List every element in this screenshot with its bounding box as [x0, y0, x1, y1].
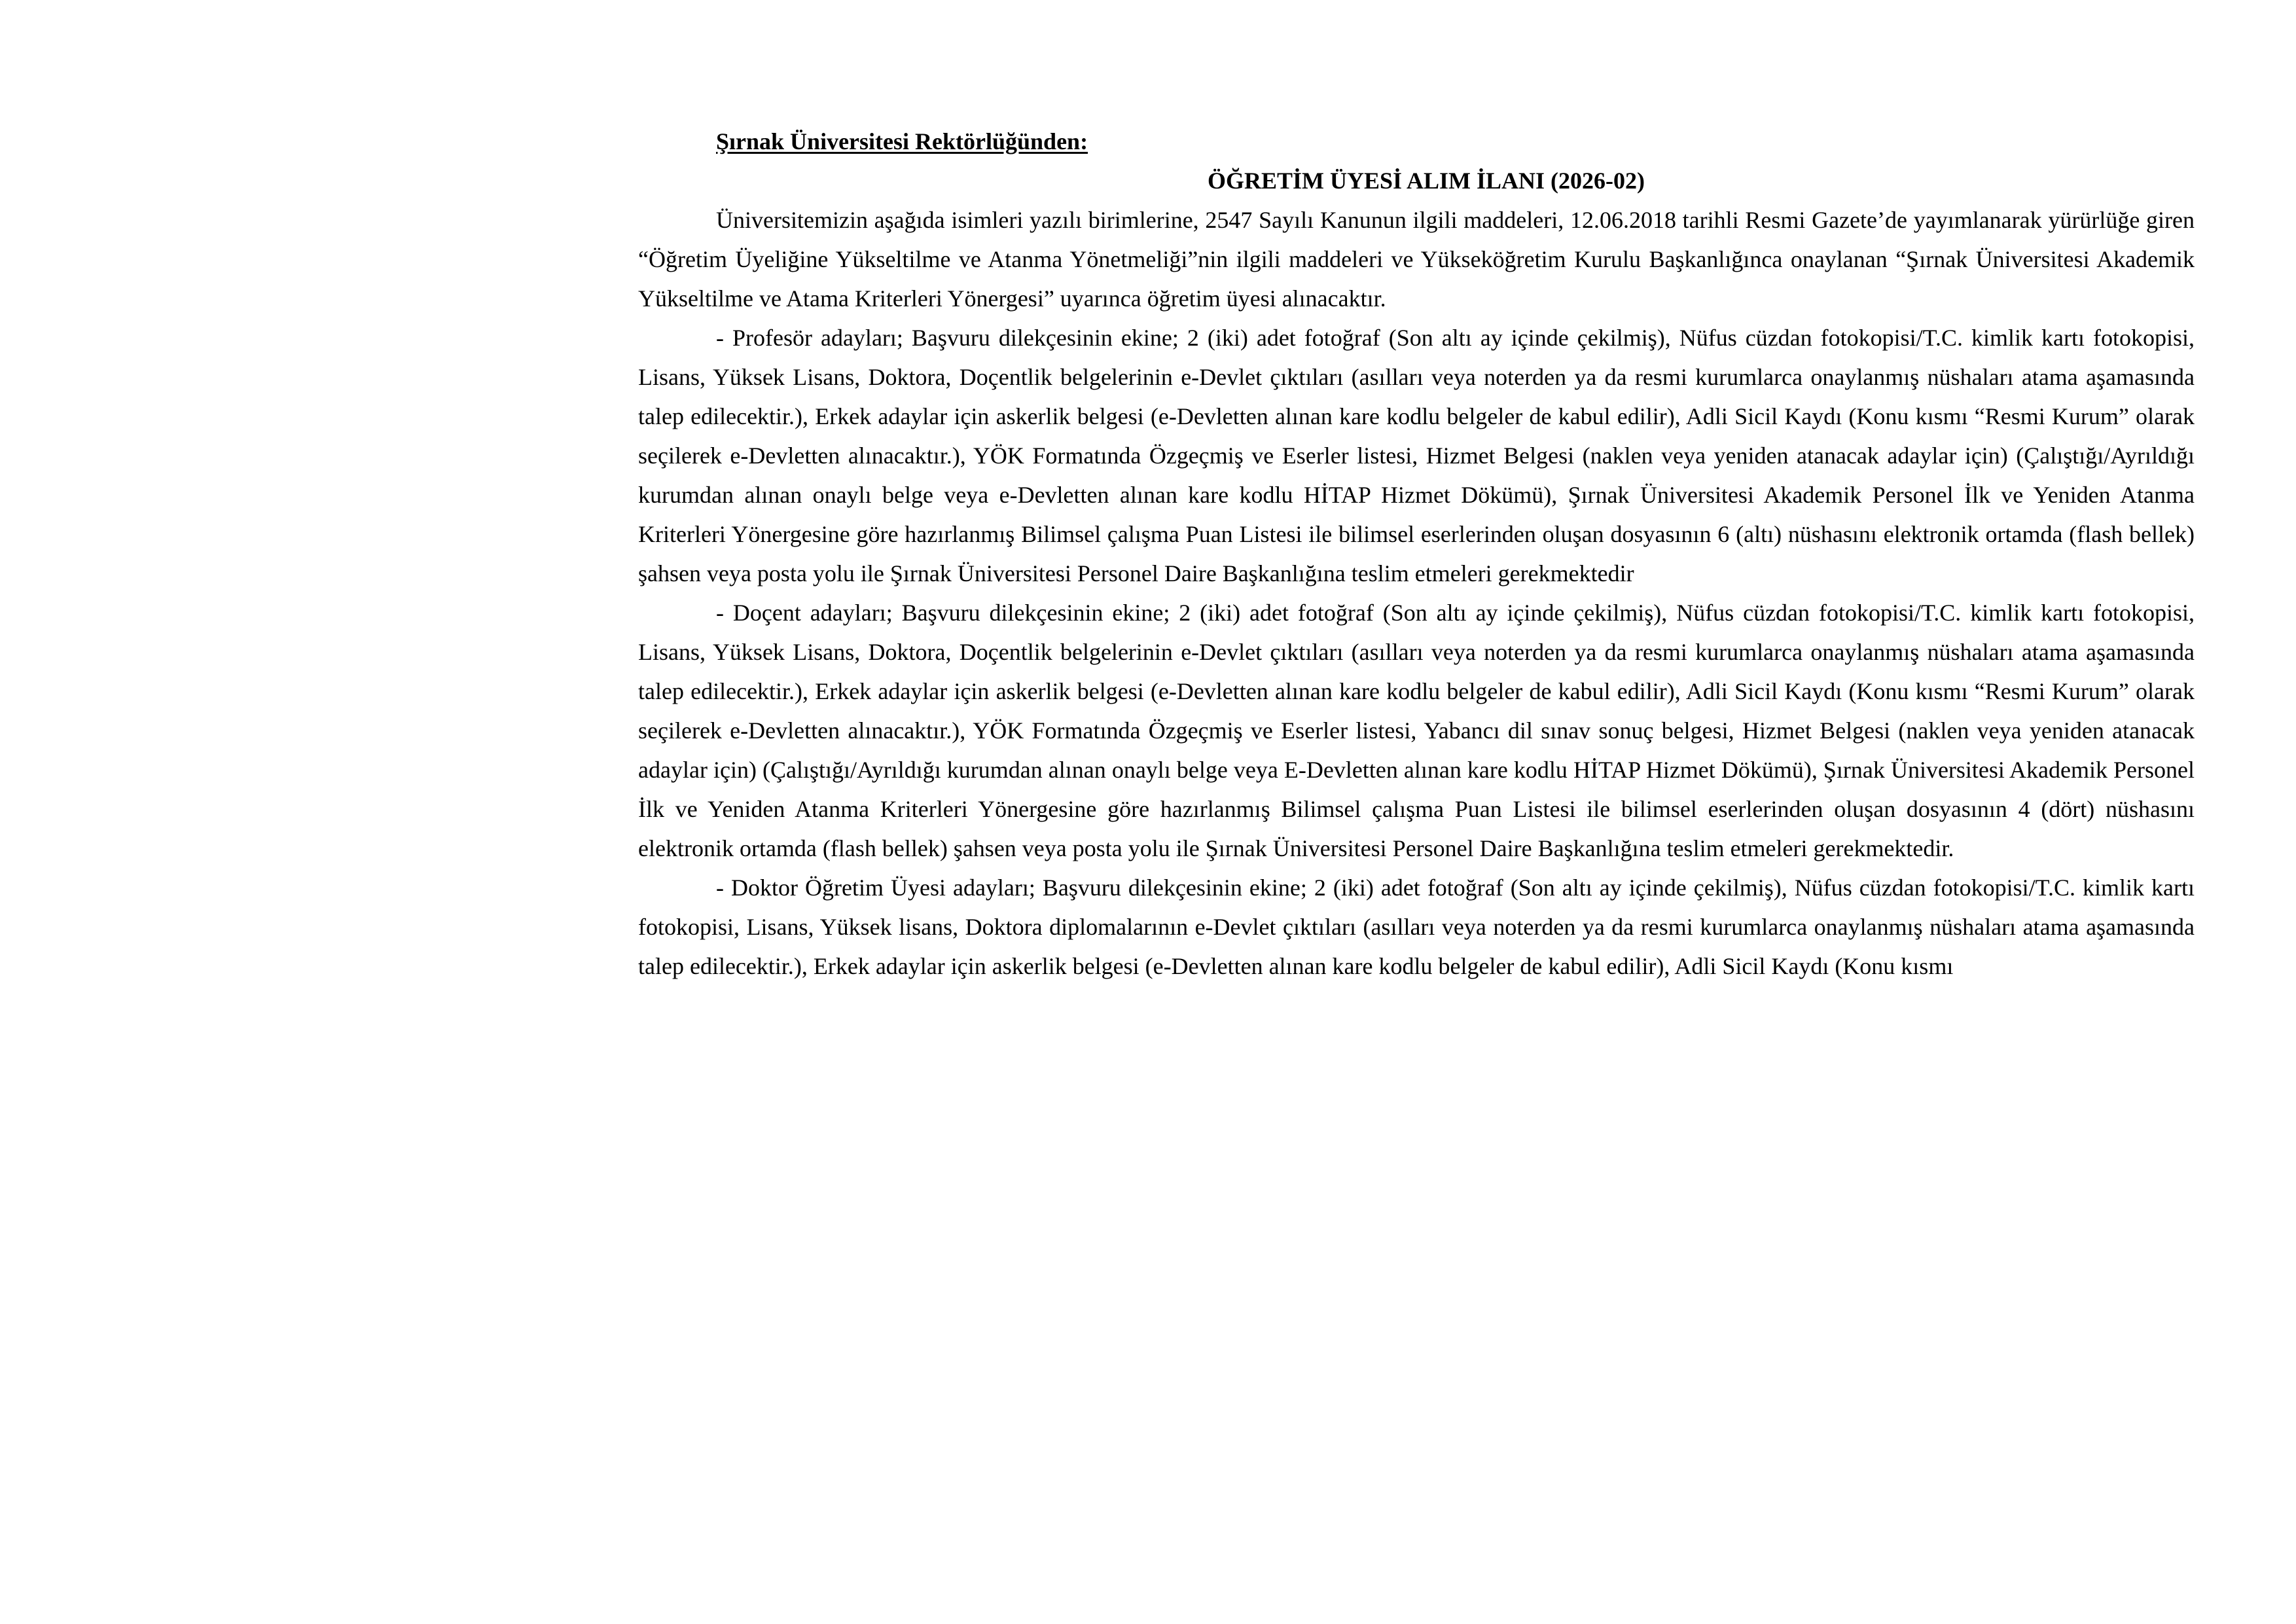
professor-requirements-paragraph: - Profesör adayları; Başvuru dilekçesinin ekine; 2 (iki) adet fotoğraf (Son altı ay içinde çekilmiş), Nüfus cüzdan fotokopisi/T.C. kimlik kartı fotokopisi, Lisans, Yüksek Lisans, Doktora, Doçentlik belgelerinin e-Devlet çıktıları (asılları veya noterden ya da resmi kurumlarca onaylanmış nüshaları atama aşamasında talep edilecektir.), Erkek adaylar için askerlik belgesi (e-Devletten alınan kare kodlu belgeler de kabul edilir), Adli Sicil Kaydı (Konu kısmı “Resmi Kurum” olarak seçilerek e-Devletten alınacaktır.), YÖK Formatında Özgeçmiş ve Eserler listesi, Hizmet Belgesi (naklen veya yeniden atanacak adaylar için) (Çalıştığı/Ayrıldığı kurumdan alınan onaylı belge veya e-Devletten alınan kare kodlu HİTAP Hizmet Dökümü), Şırnak Üniversitesi Akademik Personel İlk ve Yeniden Atanma Kriterleri Yönergesine göre hazırlanmış Bilimsel çalışma Puan Listesi ile bilimsel eserlerinden oluşan dosyasının 6 (altı) nüshasını elektronik ortamda (flash bellek) şahsen veya posta yolu ile Şırnak Üniversitesi Personel Daire Başkanlığına teslim etmeleri gerekmektedir — [638, 325, 2195, 586]
associate-professor-requirements-paragraph: - Doçent adayları; Başvuru dilekçesinin ekine; 2 (iki) adet fotoğraf (Son altı ay içinde çekilmiş), Nüfus cüzdan fotokopisi/T.C. kimlik kartı fotokopisi, Lisans, Yüksek Lisans, Doktora, Doçentlik belgelerinin e-Devlet çıktıları (asılları veya noterden ya da resmi kurumlarca onaylanmış nüshaları atama aşamasında talep edilecektir.), Erkek adaylar için askerlik belgesi (e-Devletten alınan kare kodlu belgeler de kabul edilir), Adli Sicil Kaydı (Konu kısmı “Resmi Kurum” olarak seçilerek e-Devletten alınacaktır.), YÖK Formatında Özgeçmiş ve Eserler listesi, Yabancı dil sınav sonuç belgesi, Hizmet Belgesi (naklen veya yeniden atanacak adaylar için) (Çalıştığı/Ayrıldığı kurumdan alınan onaylı belge veya E-Devletten alınan kare kodlu HİTAP Hizmet Dökümü), Şırnak Üniversitesi Akademik Personel İlk ve Yeniden Atanma Kriterleri Yönergesine göre hazırlanmış Bilimsel çalışma Puan Listesi ile bilimsel eserlerinden oluşan dosyasının 4 (dört) nüshasını elektronik ortamda (flash bellek) şahsen veya posta yolu ile Şırnak Üniversitesi Personel Daire Başkanlığına teslim etmeleri gerekmektedir. — [638, 600, 2195, 861]
assistant-professor-requirements-paragraph: - Doktor Öğretim Üyesi adayları; Başvuru dilekçesinin ekine; 2 (iki) adet fotoğraf (Son altı ay içinde çekilmiş), Nüfus cüzdan fotokopisi/T.C. kimlik kartı fotokopisi, Lisans, Yüksek lisans, Doktora diplomalarının e-Devlet çıktıları (asılları veya noterden ya da resmi kurumlarca onaylanmış nüshaları atama aşamasında talep edilecektir.), Erkek adaylar için askerlik belgesi (e-Devletten alınan kare kodlu belgeler de kabul edilir), Adli Sicil Kaydı (Konu kısmı — [638, 875, 2195, 979]
issuer-heading: Şırnak Üniversitesi Rektörlüğünden: — [716, 128, 1088, 154]
announcement-title: ÖĞRETİM ÜYESİ ALIM İLANI (2026-02) — [1207, 168, 1645, 194]
intro-paragraph: Üniversitemizin aşağıda isimleri yazılı birimlerine, 2547 Sayılı Kanunun ilgili maddeleri, 12.06.2018 tarihli Resmi Gazete’de yayımlanarak yürürlüğe giren “Öğretim Üyeliğine Yükseltilme ve Atanma Yönetmeliği”nin ilgili maddeleri ve Yükseköğretim Kurulu Başkanlığınca onaylanan “Şırnak Üniversitesi Akademik Yükseltilme ve Atama Kriterleri Yönergesi” uyarınca öğretim üyesi alınacaktır. — [638, 207, 2195, 312]
announcement-text — [638, 122, 2195, 986]
